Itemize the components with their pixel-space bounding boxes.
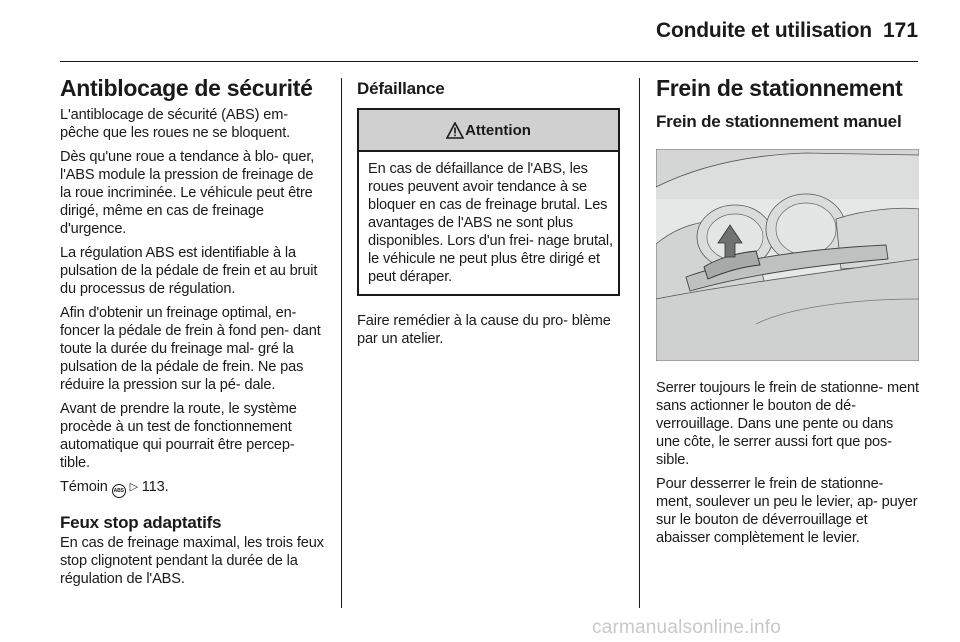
- column-abs: [60, 73, 326, 594]
- abs-paragraph-4: Afin d'obtenir un freinage optimal, en- foncer la pédale de frein à fond pen- dant toute la durée du freinage mal- gré la pulsation de la pédale de frein. Ne pas réduire la pression sur la pé- dale.: [60, 305, 321, 393]
- failure-remedy-text: Faire remédier à la cause du pro- blème par un atelier.: [357, 313, 611, 347]
- subheading-failure: Défaillance: [357, 79, 445, 98]
- warning-triangle-icon: [446, 122, 464, 139]
- column-failure: [357, 73, 624, 354]
- header-divider: [60, 61, 918, 62]
- attention-header: [359, 110, 618, 152]
- attention-body: [359, 152, 618, 294]
- section-heading-abs: Antiblocage de sécurité: [60, 75, 313, 101]
- page-number: 171: [883, 19, 919, 42]
- abs-paragraph-3: La régulation ABS est identifiable à la pulsation de la pédale de frein et au bruit du processus de régulation.: [60, 245, 318, 297]
- column-divider-1: [341, 78, 342, 608]
- indicator-label: Témoin: [60, 479, 108, 495]
- subheading-adaptive-brake-lights: Feux stop adaptatifs: [60, 513, 222, 532]
- attention-text: En cas de défaillance de l'ABS, les roues peuvent avoir tendance à se bloquer en cas de freinage brutal. Les avantages de l'ABS ne sont plus disponibles. Lors d'un frei- nage brutal, le véhicule ne peut plus être dirigé et peut déraper.: [368, 161, 613, 285]
- section-heading-parking-brake: Frein de stationnement: [656, 75, 903, 101]
- indicator-reference: [60, 478, 326, 498]
- attention-box: [357, 108, 620, 296]
- watermark: carmanualsonline.info: [592, 617, 782, 638]
- abs-paragraph-1: L'antiblocage de sécurité (ABS) em- pêche que les roues ne se bloquent.: [60, 107, 291, 141]
- indicator-page-ref: 113.: [141, 479, 169, 495]
- abs-paragraph-2: Dès qu'une roue a tendance à blo- quer, l'ABS module la pression de freinage de la roue incriminée. Le véhicule peut être dirigé, même en cas de freinage d'urgence.: [60, 149, 315, 237]
- parking-brake-paragraph-2: Pour desserrer le frein de stationne- ment, soulever un peu le levier, ap- puyer sur le bouton de déverrouillage et abaisser complètement le levier.: [656, 476, 918, 546]
- adaptive-brake-lights-text: En cas de freinage maximal, les trois feux stop clignotent pendant la durée de la régulation de l'ABS.: [60, 535, 324, 587]
- parking-brake-illustration: [656, 149, 919, 361]
- page-reference-arrow-icon: ▷: [129, 481, 138, 493]
- column-divider-2: [639, 78, 640, 608]
- abs-warning-icon: ABS: [112, 484, 126, 498]
- column-parking-brake: [656, 73, 920, 553]
- attention-label: Attention: [465, 121, 531, 139]
- abs-paragraph-5: Avant de prendre la route, le système procède à un test de fonctionnement automatique qui pourrait être percep- tible.: [60, 401, 297, 471]
- parking-brake-paragraph-1: Serrer toujours le frein de stationne- ment sans actionner le bouton de dé- verrouillage. Dans une pente ou dans une côte, le serrer aussi fort que pos- sible.: [656, 380, 919, 468]
- chapter-title: Conduite et utilisation: [656, 19, 872, 42]
- subheading-manual-parking-brake: Frein de stationnement manuel: [656, 112, 902, 131]
- page-header: [0, 0, 960, 62]
